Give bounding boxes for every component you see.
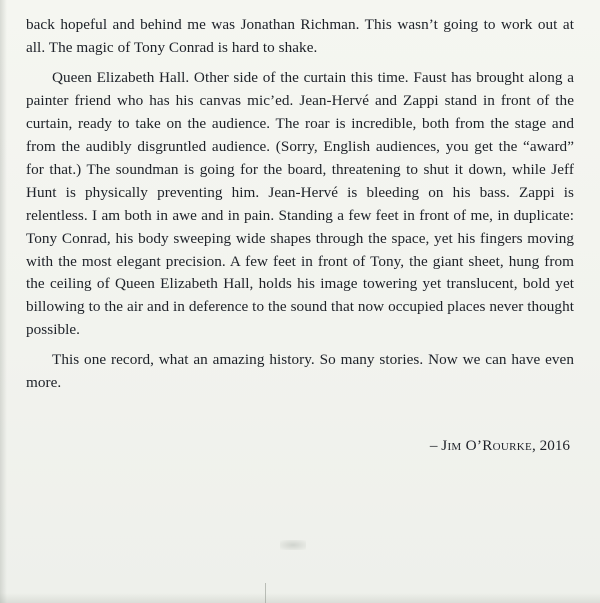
- page-gutter-mark: [265, 583, 266, 603]
- paragraph-continued: back hopeful and behind me was Jonathan Richman. This wasn’t going to work out at all. The magic of Tony Conrad is hard to shake.: [26, 16, 574, 56]
- signature-dash: –: [429, 437, 442, 455]
- signature-line: [26, 437, 574, 455]
- paragraph-spacer: [26, 342, 574, 349]
- page-edge-shadow-bottom: [0, 593, 600, 603]
- paragraph-spacer: [26, 60, 574, 67]
- paper-smudge: [280, 540, 306, 550]
- body-text: [26, 14, 574, 395]
- signature-year: , 2016: [532, 437, 570, 455]
- paragraph-closing: This one record, what an amazing history. So many stories. Now we can have even more.: [26, 351, 574, 392]
- paragraph-queen-elizabeth-hall: Queen Elizabeth Hall. Other side of the curtain this time. Faust has brought along a painter friend who has his canvas mic’ed. Jean-Hervé and Zappi stand in front of the curtain, ready to take on the audience. The roar is incredible, both from the stage and from the audibly disgruntled audience. (Sorry, English audiences, you get the “award” for that.) The soundman is going for the board, threatening to shut it down, while Jeff Hunt is physically preventing him. Jean-Hervé is bleeding on his bass. Zappi is relentless. I am both in awe and in pain. Standing a few feet in front of me, in duplicate: Tony Conrad, his body sweeping wide shapes through the space, yet his fingers moving with the most elegant precision. A few feet in front of Tony, the giant sheet, hung from the ceiling of Queen Elizabeth Hall, holds his image towering yet translucent, bold yet billowing to the air and in deference to the sound that now occupied places never thought possible.: [26, 68, 574, 339]
- signature-author: Jim O’Rourke: [441, 437, 533, 455]
